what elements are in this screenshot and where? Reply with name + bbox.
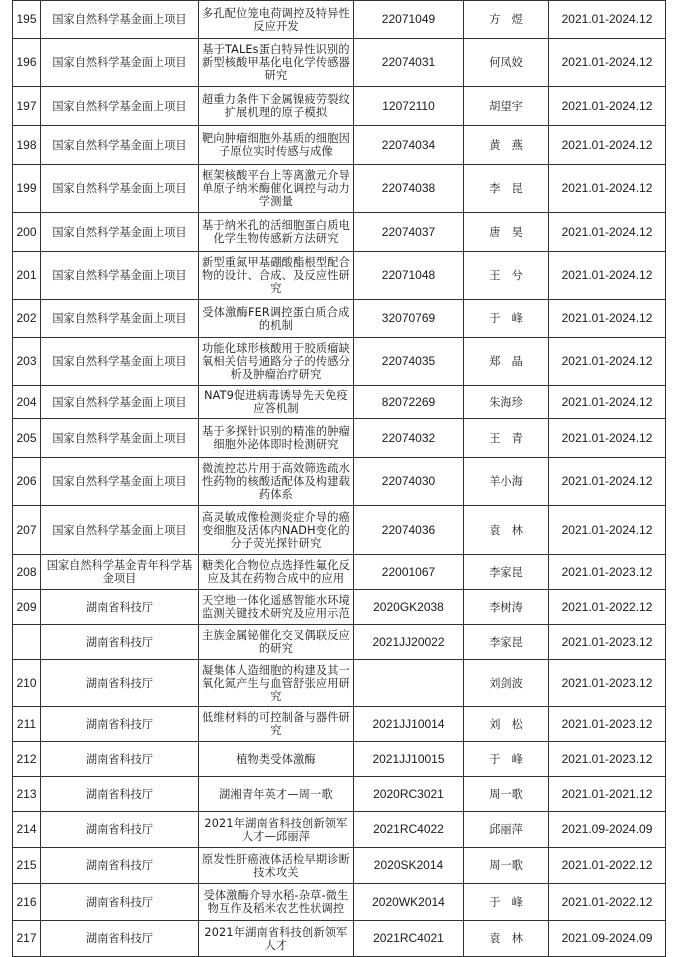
table-row: [13, 555, 666, 590]
table-row: [13, 39, 666, 87]
funding-source: 湖南省科技厅: [41, 625, 199, 660]
project-name: 框架核酸平台上等离激元介导单原子纳米酶催化调控与动力学测量: [199, 165, 354, 213]
funding-source: 国家自然科学基金青年科学基金项目: [41, 555, 199, 590]
funding-source: 湖南省科技厅: [41, 707, 199, 742]
table-row: [13, 707, 666, 742]
funding-source: 国家自然科学基金面上项目: [41, 1, 199, 39]
row-number: 216: [13, 884, 41, 921]
row-number: 198: [13, 126, 41, 165]
project-period: 2021.01-2024.12: [549, 419, 666, 458]
principal-investigator: 周一歌: [464, 777, 549, 812]
project-period: 2021.01-2024.12: [549, 126, 666, 165]
row-number: 214: [13, 812, 41, 848]
row-number: 210: [13, 660, 41, 707]
funding-source: 国家自然科学基金面上项目: [41, 87, 199, 126]
table-row: [13, 848, 666, 884]
principal-investigator: 黄 燕: [464, 126, 549, 165]
project-code: 22074037: [354, 213, 464, 252]
project-period: 2021.01-2024.12: [549, 458, 666, 506]
project-name: 靶向肿瘤细胞外基质的细胞因子原位实时传感与成像: [199, 126, 354, 165]
row-number: 209: [13, 590, 41, 625]
table-row: [13, 165, 666, 213]
project-period: 2021.01-2024.12: [549, 338, 666, 386]
funding-source: 湖南省科技厅: [41, 660, 199, 707]
project-period: 2021.01-2023.12: [549, 625, 666, 660]
project-name: 湖湘青年英才—周一歌: [199, 777, 354, 812]
principal-investigator: 邱丽萍: [464, 812, 549, 848]
project-name: 糖类化合物位点选择性氟化反应及其在药物合成中的应用: [199, 555, 354, 590]
funding-source: 国家自然科学基金面上项目: [41, 165, 199, 213]
table-row: [13, 252, 666, 300]
project-period: 2021.01-2022.12: [549, 848, 666, 884]
table-row: [13, 777, 666, 812]
project-code: 32070769: [354, 300, 464, 338]
table-row: [13, 590, 666, 625]
table-row: [13, 812, 666, 848]
row-number: 197: [13, 87, 41, 126]
project-period: 2021.01-2022.12: [549, 884, 666, 921]
row-number: [13, 625, 41, 660]
row-number: 207: [13, 506, 41, 555]
principal-investigator: 李家昆: [464, 555, 549, 590]
project-code: 22074031: [354, 39, 464, 87]
project-name: 凝集体人造细胞的构建及其一氧化氮产生与血管舒张应用研究: [199, 660, 354, 707]
project-period: 2021.01-2024.12: [549, 213, 666, 252]
project-code: 2020SK2014: [354, 848, 464, 884]
principal-investigator: 胡望宇: [464, 87, 549, 126]
row-number: 202: [13, 300, 41, 338]
funding-source: 湖南省科技厅: [41, 884, 199, 921]
project-code: 82072269: [354, 386, 464, 419]
project-code: 2020RC3021: [354, 777, 464, 812]
funding-source: 湖南省科技厅: [41, 921, 199, 957]
funding-source: 国家自然科学基金面上项目: [41, 213, 199, 252]
project-period: 2021.01-2023.12: [549, 742, 666, 777]
table-row: [13, 921, 666, 957]
row-number: 217: [13, 921, 41, 957]
row-number: 195: [13, 1, 41, 39]
table-row: [13, 300, 666, 338]
project-name: 2021年湖南省科技创新领军人才—邱丽萍: [199, 812, 354, 848]
funding-source: 国家自然科学基金面上项目: [41, 506, 199, 555]
principal-investigator: 于 峰: [464, 300, 549, 338]
project-code: 12072110: [354, 87, 464, 126]
table-body: [13, 1, 666, 957]
principal-investigator: 郑 晶: [464, 338, 549, 386]
row-number: 212: [13, 742, 41, 777]
principal-investigator: 于 峰: [464, 742, 549, 777]
project-name: 基于TALEs蛋白特异性识别的新型核酸甲基化电化学传感器研究: [199, 39, 354, 87]
project-period: 2021.01-2021.12: [549, 777, 666, 812]
row-number: 211: [13, 707, 41, 742]
table-row: [13, 742, 666, 777]
project-code: 22074038: [354, 165, 464, 213]
project-name: 2021年湖南省科技创新领军人才: [199, 921, 354, 957]
project-code: 22001067: [354, 555, 464, 590]
funding-source: 国家自然科学基金面上项目: [41, 126, 199, 165]
project-code: 2021RC4021: [354, 921, 464, 957]
funding-source: 国家自然科学基金面上项目: [41, 252, 199, 300]
project-period: 2021.01-2024.12: [549, 87, 666, 126]
project-name: 基于纳米孔的活细胞蛋白质电化学生物传感新方法研究: [199, 213, 354, 252]
principal-investigator: 袁 林: [464, 921, 549, 957]
project-period: 2021.01-2023.12: [549, 707, 666, 742]
principal-investigator: 羊小海: [464, 458, 549, 506]
project-code: 22074032: [354, 419, 464, 458]
project-name: 主族金属铋催化交叉偶联反应的研究: [199, 625, 354, 660]
project-period: 2021.01-2024.12: [549, 39, 666, 87]
principal-investigator: 方 煜: [464, 1, 549, 39]
row-number: 204: [13, 386, 41, 419]
project-name: 高灵敏成像检测炎症介导的癌变细胞及活体内NADH变化的分子荧光探针研究: [199, 506, 354, 555]
project-code: 2021JJ10015: [354, 742, 464, 777]
table-row: [13, 126, 666, 165]
project-name: 基于多探针识别的精准的肿瘤细胞外泌体即时检测研究: [199, 419, 354, 458]
principal-investigator: 袁 林: [464, 506, 549, 555]
project-name: 超重力条件下金属镍疲劳裂纹扩展机理的原子模拟: [199, 87, 354, 126]
principal-investigator: 朱海珍: [464, 386, 549, 419]
project-period: 2021.01-2024.12: [549, 252, 666, 300]
project-code: 22074034: [354, 126, 464, 165]
project-period: 2021.01-2022.12: [549, 590, 666, 625]
principal-investigator: 王 兮: [464, 252, 549, 300]
table-row: [13, 884, 666, 921]
project-name: 植物类受体激酶: [199, 742, 354, 777]
principal-investigator: 刘剑波: [464, 660, 549, 707]
project-name: 新型重氮甲基硼酸酯根型配合物的设计、合成、及反应性研究: [199, 252, 354, 300]
row-number: 203: [13, 338, 41, 386]
table-row: [13, 338, 666, 386]
table-row: [13, 625, 666, 660]
funding-source: 湖南省科技厅: [41, 742, 199, 777]
row-number: 208: [13, 555, 41, 590]
project-code: 2021RC4022: [354, 812, 464, 848]
project-code: 22071049: [354, 1, 464, 39]
principal-investigator: 王 青: [464, 419, 549, 458]
funding-source: 国家自然科学基金面上项目: [41, 39, 199, 87]
project-code: 22074035: [354, 338, 464, 386]
project-code: 22074036: [354, 506, 464, 555]
principal-investigator: 李树涛: [464, 590, 549, 625]
table-row: [13, 386, 666, 419]
funding-source: 国家自然科学基金面上项目: [41, 419, 199, 458]
project-period: 2021.01-2023.12: [549, 660, 666, 707]
project-code: 2021JJ20022: [354, 625, 464, 660]
funding-source: 国家自然科学基金面上项目: [41, 458, 199, 506]
funding-source: 国家自然科学基金面上项目: [41, 300, 199, 338]
row-number: 213: [13, 777, 41, 812]
funding-source: 湖南省科技厅: [41, 812, 199, 848]
table-row: [13, 87, 666, 126]
project-name: NAT9促进病毒诱导先天免疫应答机制: [199, 386, 354, 419]
principal-investigator: 于 峰: [464, 884, 549, 921]
project-code: [354, 660, 464, 707]
project-code: 22071048: [354, 252, 464, 300]
table-row: [13, 660, 666, 707]
project-period: 2021.01-2024.12: [549, 300, 666, 338]
project-period: 2021.09-2024.09: [549, 921, 666, 957]
project-code: 22074030: [354, 458, 464, 506]
principal-investigator: 何凤姣: [464, 39, 549, 87]
row-number: 196: [13, 39, 41, 87]
project-name: 低维材料的可控制备与器件研究: [199, 707, 354, 742]
project-code: 2021JJ10014: [354, 707, 464, 742]
principal-investigator: 唐 昊: [464, 213, 549, 252]
principal-investigator: 李家昆: [464, 625, 549, 660]
project-period: 2021.09-2024.09: [549, 812, 666, 848]
project-name: 受体激酶FER调控蛋白质合成的机制: [199, 300, 354, 338]
row-number: 205: [13, 419, 41, 458]
project-code: 2020WK2014: [354, 884, 464, 921]
row-number: 206: [13, 458, 41, 506]
row-number: 200: [13, 213, 41, 252]
project-table: [12, 0, 666, 957]
project-name: 天空地一体化遥感智能水环境监测关键技术研究及应用示范: [199, 590, 354, 625]
principal-investigator: 刘 松: [464, 707, 549, 742]
table-row: [13, 1, 666, 39]
table-row: [13, 458, 666, 506]
table-row: [13, 213, 666, 252]
project-name: 微流控芯片用于高效筛选疏水性药物的核酸适配体及构建载药体系: [199, 458, 354, 506]
table-row: [13, 419, 666, 458]
row-number: 199: [13, 165, 41, 213]
project-period: 2021.01-2024.12: [549, 506, 666, 555]
project-name: 受体激酶介导水稻-杂草-微生物互作及稻米农艺性状调控: [199, 884, 354, 921]
table-row: [13, 506, 666, 555]
project-period: 2021.01-2024.12: [549, 165, 666, 213]
project-period: 2021.01-2023.12: [549, 555, 666, 590]
principal-investigator: 李 昆: [464, 165, 549, 213]
project-name: 原发性肝癌液体活检早期诊断技术攻关: [199, 848, 354, 884]
project-code: 2020GK2038: [354, 590, 464, 625]
funding-source: 国家自然科学基金面上项目: [41, 338, 199, 386]
funding-source: 湖南省科技厅: [41, 848, 199, 884]
funding-source: 湖南省科技厅: [41, 777, 199, 812]
funding-source: 湖南省科技厅: [41, 590, 199, 625]
project-name: 多孔配位笼电荷调控及特异性反应开发: [199, 1, 354, 39]
project-period: 2021.01-2024.12: [549, 1, 666, 39]
project-period: 2021.01-2024.12: [549, 386, 666, 419]
project-name: 功能化球形核酸用于胶质瘤缺氧相关信号通路分子的传感分析及肿瘤治疗研究: [199, 338, 354, 386]
funding-source: 国家自然科学基金面上项目: [41, 386, 199, 419]
row-number: 215: [13, 848, 41, 884]
row-number: 201: [13, 252, 41, 300]
principal-investigator: 周一歌: [464, 848, 549, 884]
